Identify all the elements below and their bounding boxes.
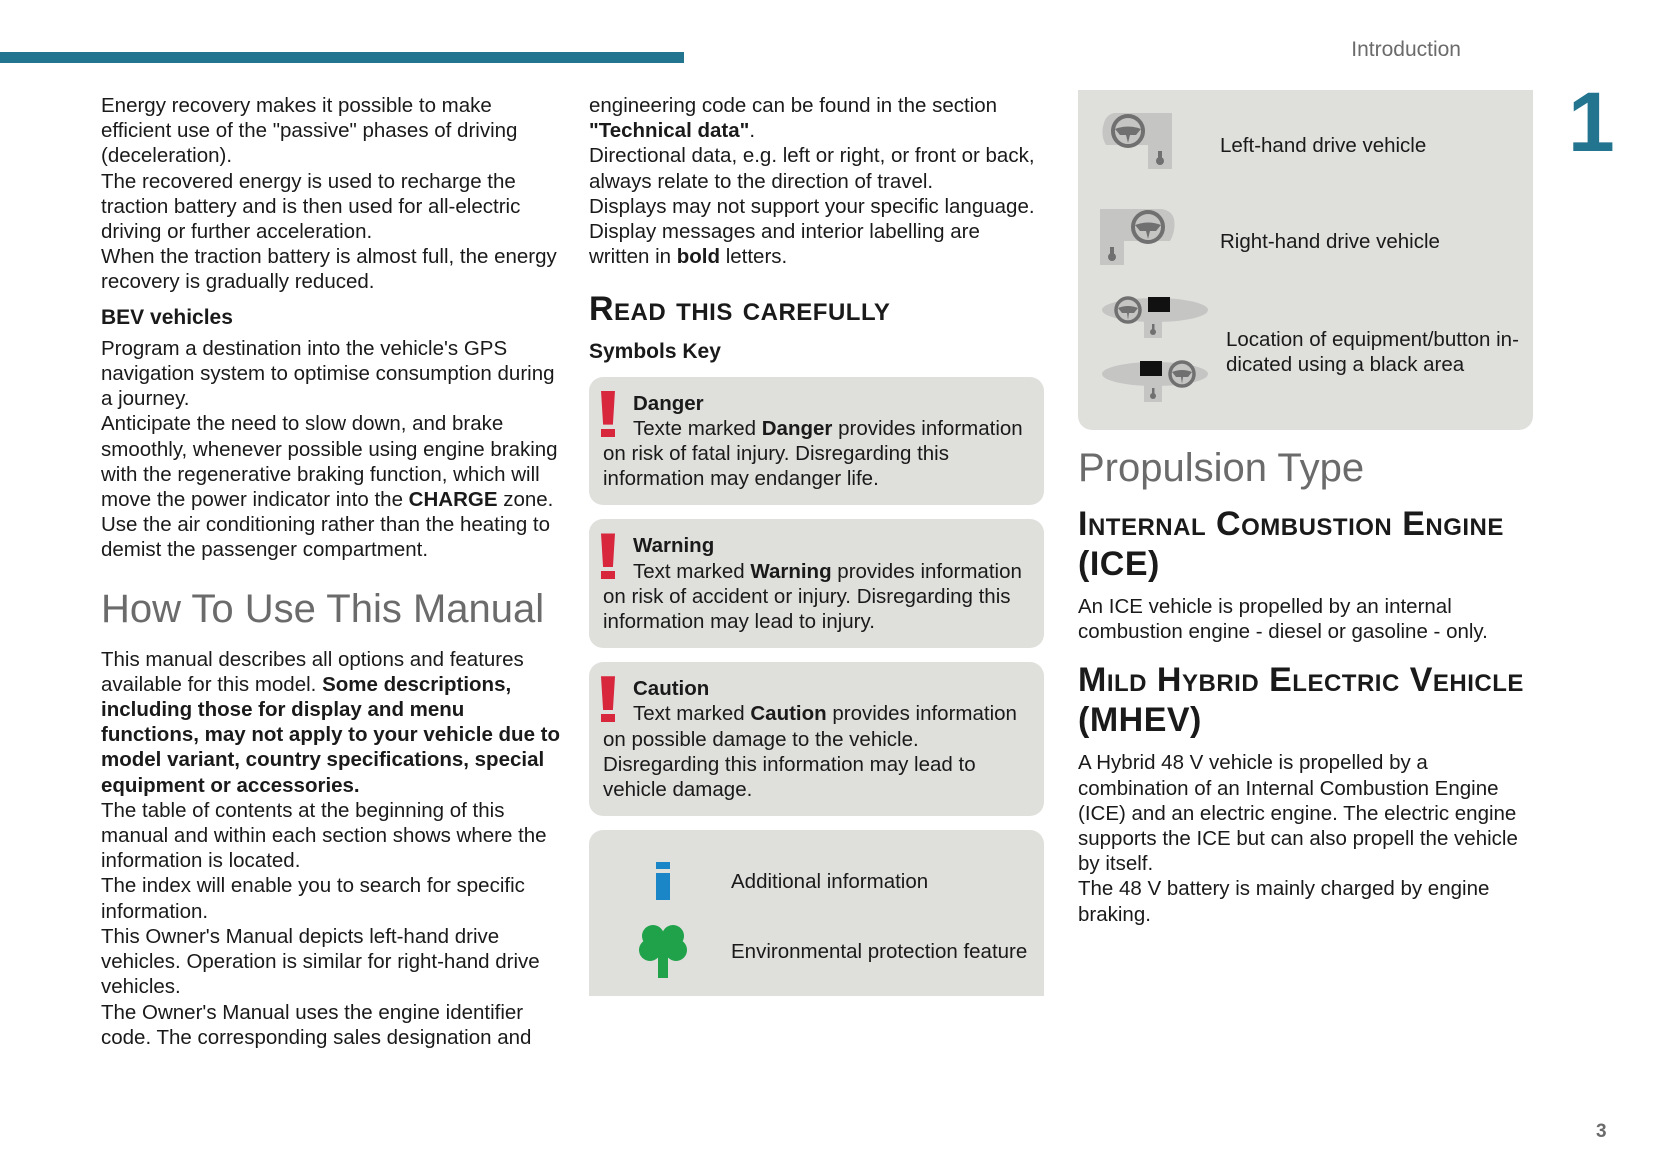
- text: provides information on possible damage to the vehicle. Disregarding this information may lead to vehicle damage.: [603, 702, 1017, 802]
- propulsion-type-heading: Propulsion Type: [1078, 446, 1365, 490]
- symbol-row: [603, 846, 1030, 916]
- paragraph: Use the air conditioning rather than the heating to demist the passenger compartment.: [101, 513, 551, 562]
- text: Text marked: [633, 559, 751, 583]
- paragraph: The index will enable you to search for specific information.: [101, 874, 525, 923]
- black-area-location-icon: [1100, 294, 1210, 410]
- alert-title: Caution: [633, 677, 710, 701]
- symbol-label: Additional information: [731, 869, 929, 893]
- mhev-heading: Mild Hybrid Electric Vehicle (MHEV): [1078, 661, 1524, 740]
- alert-text: [603, 416, 1030, 492]
- text: Texte marked: [633, 416, 762, 440]
- text: letters.: [720, 245, 788, 269]
- text: Text marked: [633, 702, 751, 726]
- column-left: [101, 93, 561, 1050]
- paragraph: Displays may not support your specific language.: [589, 194, 1035, 218]
- right-hand-drive-icon: [1100, 209, 1220, 275]
- text: .: [749, 119, 756, 143]
- drive-row: [1100, 192, 1519, 292]
- bold-text: Some descriptions, including those for display and menu functions, may not apply to your vehicle due to model variant, country specifications, special equipment or accessories.: [101, 672, 561, 797]
- drive-row: [1100, 100, 1519, 192]
- symbol-label: Environmental protection feature: [731, 939, 1028, 963]
- text: engineering code can be found in the section: [589, 94, 998, 117]
- info-icon: [603, 862, 723, 900]
- paragraph: Program a destination into the vehicle's GPS navigation system to optimise consumption during a journey.: [101, 336, 555, 411]
- paragraph: [101, 411, 561, 512]
- paragraph: The recovered energy is used to recharge the traction battery and is then used for all-electric driving or further acceleration.: [101, 169, 521, 244]
- paragraph: The table of contents at the beginning of this manual and within each section shows where the information is located.: [101, 798, 547, 873]
- paragraph: An ICE vehicle is propelled by an internal combustion engine - diesel or gasoline - only.: [1078, 595, 1488, 644]
- text: provides information on risk of accident or injury. Disregarding this information may lead to injury.: [603, 559, 1022, 634]
- exclamation-icon: [601, 391, 615, 437]
- exclamation-icon: [601, 676, 615, 722]
- header-accent-bar: [0, 52, 684, 63]
- paragraph: [589, 219, 1044, 269]
- drive-label: Left-hand drive vehicle: [1220, 134, 1427, 158]
- drive-label: Location of equipment/button in-dicated using a black area: [1226, 327, 1519, 376]
- bold-text: CHARGE: [408, 488, 498, 512]
- alert-text: [603, 559, 1030, 635]
- text: Anticipate the need to slow down, and brake smoothly, whenever possible using engine braking with the regenerative braking function, which will move the power indicator into the: [101, 412, 558, 512]
- drive-symbols-box: [1078, 90, 1533, 430]
- symbols-box: [589, 830, 1044, 996]
- paragraph: [589, 93, 1044, 143]
- text: zone.: [497, 488, 554, 512]
- left-hand-drive-icon: [1100, 113, 1220, 179]
- paragraph: The Owner's Manual uses the engine identifier code. The corresponding sales designation and: [101, 1000, 532, 1049]
- text: Display messages and interior labelling are written in: [589, 220, 980, 269]
- exclamation-icon: [601, 533, 615, 579]
- paragraph: A Hybrid 48 V vehicle is propelled by a combination of an Internal Combustion Engine (ICE) and an electric engine. The electric engine supports the ICE but can also propell the vehicle by itself.: [1078, 751, 1518, 876]
- text: This manual describes all options and features available for this model.: [101, 647, 524, 696]
- bold-text: bold: [676, 245, 720, 269]
- caution-box: [589, 662, 1044, 816]
- symbols-key-heading: Symbols Key: [589, 340, 721, 364]
- text: provides information on risk of fatal injury. Disregarding this information may endanger life.: [603, 416, 1023, 491]
- bold-text: Danger: [761, 416, 833, 440]
- ice-heading: Internal Combustion Engine (ICE): [1078, 505, 1504, 583]
- bold-text: "Technical data": [589, 119, 750, 143]
- warning-box: [589, 519, 1044, 648]
- bold-text: Caution: [750, 702, 827, 726]
- section-label: Introduction: [1351, 38, 1461, 61]
- alert-title: Danger: [633, 391, 704, 415]
- symbol-row: [603, 916, 1030, 986]
- drive-row: [1100, 292, 1519, 412]
- alert-text: [603, 701, 1030, 802]
- paragraph: Directional data, e.g. left or right, or front or back, always relate to the direction of travel.: [589, 144, 1035, 193]
- chapter-number: 1: [1568, 75, 1615, 169]
- paragraph: [101, 647, 561, 798]
- paragraph: This Owner's Manual depicts left-hand drive vehicles. Operation is similar for right-hand drive vehicles.: [101, 924, 540, 999]
- paragraph: The 48 V battery is mainly charged by engine braking.: [1078, 877, 1490, 926]
- paragraph: Energy recovery makes it possible to make efficient use of the "passive" phases of driving (deceleration).: [101, 94, 518, 168]
- alert-title: Warning: [633, 534, 715, 558]
- column-middle: [589, 93, 1044, 996]
- bold-text: Warning: [750, 559, 832, 583]
- drive-label: Right-hand drive vehicle: [1220, 230, 1440, 254]
- paragraph: When the traction battery is almost full, the energy recovery is gradually reduced.: [101, 245, 557, 294]
- bev-heading: BEV vehicles: [101, 305, 233, 329]
- column-right: [1078, 93, 1533, 927]
- tree-icon: [603, 924, 723, 978]
- danger-box: [589, 377, 1044, 506]
- page-number: 3: [1596, 1121, 1607, 1142]
- how-to-use-heading: How To Use This Manual: [101, 586, 545, 631]
- read-carefully-heading: Read this carefully: [589, 290, 891, 329]
